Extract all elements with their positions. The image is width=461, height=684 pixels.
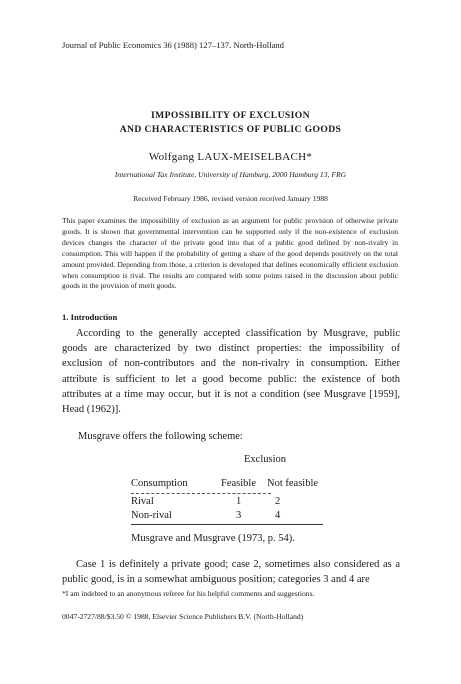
table-row — [131, 510, 323, 524]
table-header-row — [131, 478, 323, 492]
body-paragraph-1: According to the generally accepted classification by Musgrave, public goods are characterized by two distinct properties: the impossibility of exclusion of non-contributors and the non-rivalry in consumption. Either attribute is sufficient to let a good become public: the existence of both attributes at a time may occur, but it is not a condition (see Musgrave [1959], Head (1962)]. — [62, 328, 400, 416]
table-header-divider — [131, 493, 271, 494]
table-row — [131, 496, 323, 510]
journal-header: Journal of Public Economics 36 (1988) 127–137. North-Holland — [62, 40, 284, 50]
table-cell: 2 — [275, 496, 281, 507]
table-header-not-feasible: Not feasible — [267, 478, 319, 489]
title-line-2: AND CHARACTERISTICS OF PUBLIC GOODS — [119, 124, 342, 135]
body-paragraph-2: Case 1 is definitely a private good; case 2, sometimes also considered as a public good, is in a somewhat ambiguous position; categories 3 and 4 are — [62, 559, 400, 586]
table-source: Musgrave and Musgrave (1973, p. 54). — [131, 533, 295, 544]
publisher-line: 0047-2727/88/$3.50 © 1988, Elsevier Science Publishers B.V. (North-Holland) — [62, 612, 304, 621]
abstract-text: This paper examines the impossibility of exclusion as an argument for public provision of otherwise private goods. It is shown that governmental intervention can be supported only if the non-existence of exclusion devices changes the character of the private good into that of a public good defined by non-rivalry in consumption. This will happen if the probability of getting a share of the good depends positively on the total amount provided. Depending from those, a criterion is developed that defines economically efficient exclusion when consumption is rival. The results are compared with some points raised in the discussion about public goods in the provision of merit goods. — [62, 216, 398, 291]
author-affiliation: International Tax Institute, University of Hamburg, 2000 Hamburg 13, FRG — [114, 170, 347, 179]
section-heading-introduction: 1. Introduction — [62, 312, 118, 322]
table-cell: 4 — [275, 510, 281, 521]
table-header-consumption: Consumption — [131, 478, 188, 489]
table-group-header: Exclusion — [244, 454, 286, 465]
table-cell: Rival — [131, 496, 154, 507]
table-bottom-rule — [131, 524, 323, 525]
table-cell: 3 — [236, 510, 242, 521]
table-header-feasible: Feasible — [221, 478, 256, 489]
scheme-intro: Musgrave offers the following scheme: — [78, 431, 243, 442]
received-date: Received February 1986, revised version received January 1988 — [133, 194, 328, 203]
classification-table — [131, 478, 323, 524]
table-cell: Non-rival — [131, 510, 172, 521]
author-name: Wolfgang LAUX-MEISELBACH* — [148, 151, 313, 163]
title-line-1: IMPOSSIBILITY OF EXCLUSION — [151, 110, 310, 121]
table-cell: 1 — [236, 496, 242, 507]
footnote: *I am indebted to an anonymous referee for his helpful comments and suggestions. — [62, 589, 315, 598]
